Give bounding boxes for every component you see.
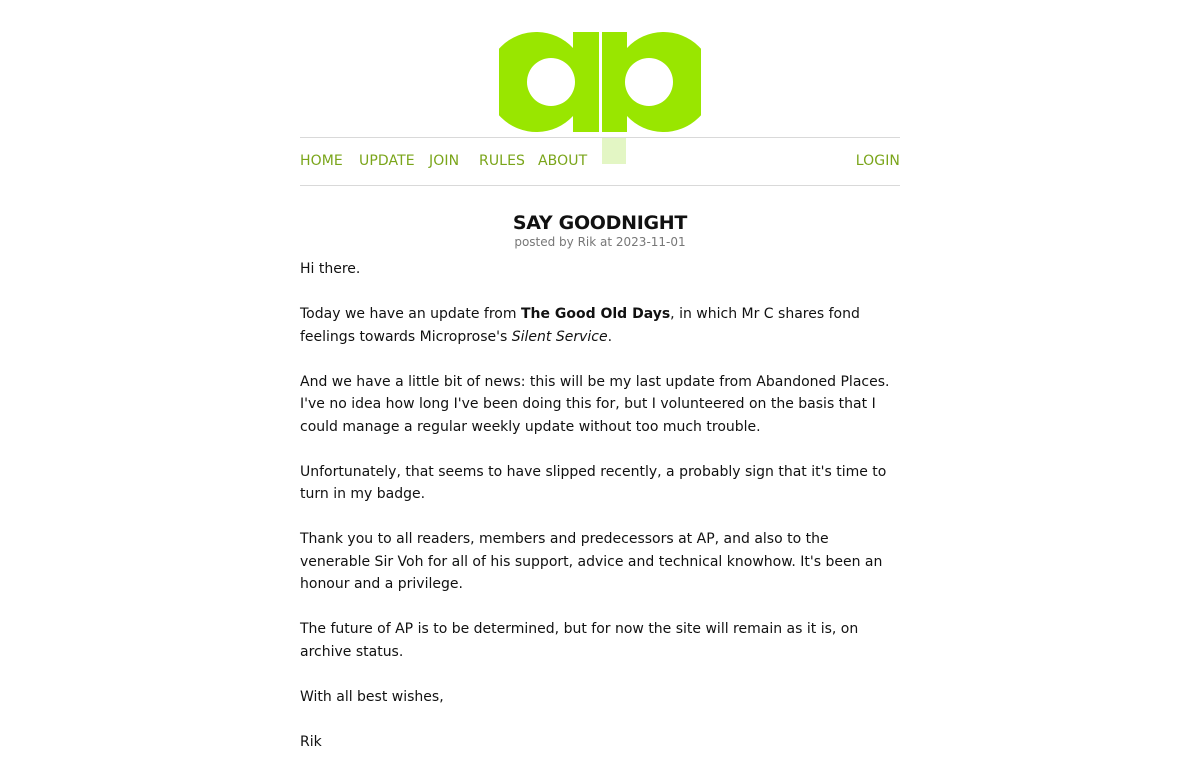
p1-text-b: , in which Mr C shares fond feelings towards Microprose's <box>300 306 860 345</box>
nav-home[interactable]: HOME <box>300 153 343 169</box>
main-nav <box>300 137 900 186</box>
nav-login[interactable]: LOGIN <box>855 153 900 169</box>
nav-update[interactable]: UPDATE <box>359 153 415 169</box>
post-paragraph-1 <box>300 303 900 348</box>
nav-join[interactable]: JOIN <box>429 153 460 169</box>
post-paragraph-3: Unfortunately, that seems to have slipped recently, a probably sign that it's time to turn in my badge. <box>300 463 887 502</box>
p1-text-a: Today we have an update from <box>300 306 521 322</box>
nav-about[interactable]: ABOUT <box>538 153 588 169</box>
post-author: Rik <box>577 235 597 249</box>
nav-rules[interactable]: RULES <box>479 153 526 169</box>
meta-prefix: posted by <box>514 235 578 249</box>
meta-mid: at <box>596 235 616 249</box>
post-body <box>300 258 900 776</box>
game-title-link[interactable]: The Good Old Days <box>520 306 671 322</box>
post-signature: Rik <box>300 733 322 750</box>
post-greeting: Hi there. <box>300 261 361 277</box>
post-meta <box>300 235 900 249</box>
post-date: 2023-11-01 <box>615 235 686 249</box>
post-paragraph-5: The future of AP is to be determined, but for now the site will remain as it is, on archive status. <box>300 621 859 660</box>
post-paragraph-2: And we have a little bit of news: this will be my last update from Abandoned Places. I've no idea how long I've been doing this for, but I volunteered on the basis that I could manage a regular weekly update without too much trouble. <box>300 373 890 435</box>
p1-text-c: . <box>607 328 613 345</box>
post-title: SAY GOODNIGHT <box>512 212 688 234</box>
post-paragraph-4: Thank you to all readers, members and predecessors at AP, and also to the venerable Sir Voh for all of his support, advice and technical knowhow. It's been an honour and a privilege. <box>300 531 883 592</box>
game-name: Silent Service <box>511 328 608 345</box>
post-paragraph-6: With all best wishes, <box>300 688 444 705</box>
